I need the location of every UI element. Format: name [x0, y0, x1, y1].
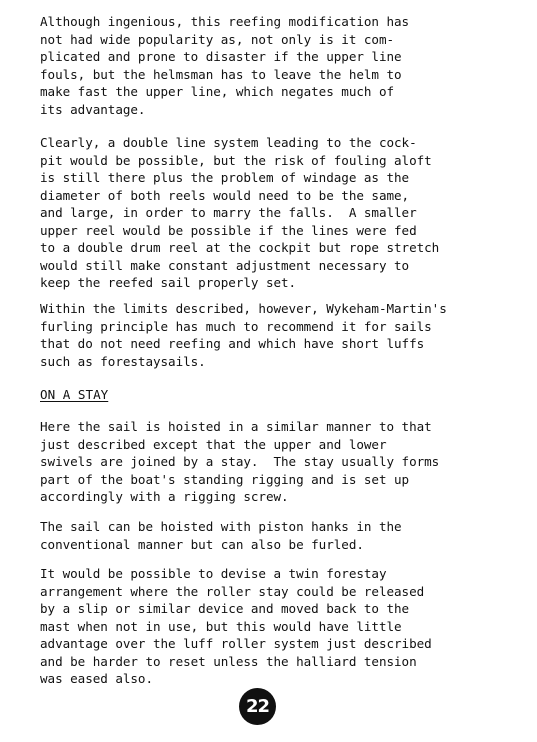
text-line: keep the reefed sail properly set. [40, 275, 297, 290]
text-line: that do not need reefing and which have short luffs [40, 336, 425, 351]
paragraph-piston-hanks [40, 518, 520, 553]
text-line: advantage over the luff roller system just described [40, 636, 432, 651]
text-line: was eased also. [40, 671, 153, 686]
paragraph-twin-forestay [40, 565, 520, 688]
text-line: Here the sail is hoisted in a similar manner to that [40, 419, 432, 434]
text-line: make fast the upper line, which negates much of [40, 84, 395, 99]
text-line: The sail can be hoisted with piston hanks in the [40, 519, 402, 534]
text-line: plicated and prone to disaster if the upper line [40, 49, 402, 64]
text-line: diameter of both reels would need to be the same, [40, 187, 410, 203]
text-line: Clearly, a double line system leading to the cock- [40, 135, 417, 150]
text-line: by a slip or similar device and moved back to the [40, 601, 410, 616]
text-line: furling principle has much to recommend it for sails [40, 318, 432, 334]
text-line: would still make constant adjustment necessary to [40, 257, 410, 273]
text-line: is still there plus the problem of windage as the [40, 170, 410, 185]
text-line: It would be possible to devise a twin forestay [40, 566, 387, 581]
paragraph-hoisted-on-stay [40, 418, 520, 506]
text-line: and be harder to reset unless the halliard tension [40, 653, 417, 669]
paragraph-double-line-system [40, 134, 520, 292]
text-line: accordingly with a rigging screw. [40, 489, 289, 504]
text-line: Within the limits described, however, Wykeham-Martin's [40, 301, 447, 316]
text-line: Although ingenious, this reefing modification has [40, 14, 410, 29]
text-line: just described except that the upper and lower [40, 436, 387, 452]
text-line: part of the boat's standing rigging and is set up [40, 471, 410, 487]
text-line: mast when not in use, but this would have little [40, 618, 402, 634]
text-line: swivels are joined by a stay. The stay usually forms [40, 454, 440, 469]
page-number-badge: 22 [239, 688, 276, 725]
text-line: such as forestaysails. [40, 353, 206, 369]
text-line: arrangement where the roller stay could be released [40, 583, 425, 599]
text-line: fouls, but the helmsman has to leave the helm to [40, 66, 402, 82]
text-line: pit would be possible, but the risk of fouling aloft [40, 152, 432, 168]
text-line: its advantage. [40, 101, 146, 117]
paragraph-reefing-modification [40, 13, 520, 118]
text-line: upper reel would be possible if the lines were fed [40, 222, 417, 238]
text-line: not had wide popularity as, not only is it com- [40, 31, 395, 47]
section-heading: ON A STAY [40, 387, 109, 402]
text-line: and large, in order to marry the falls. A smaller [40, 205, 417, 220]
text-line: to a double drum reel at the cockpit but rope stretch [40, 240, 440, 255]
paragraph-wykeham-martin [40, 300, 520, 370]
text-line: conventional manner but can also be furled. [40, 536, 364, 552]
